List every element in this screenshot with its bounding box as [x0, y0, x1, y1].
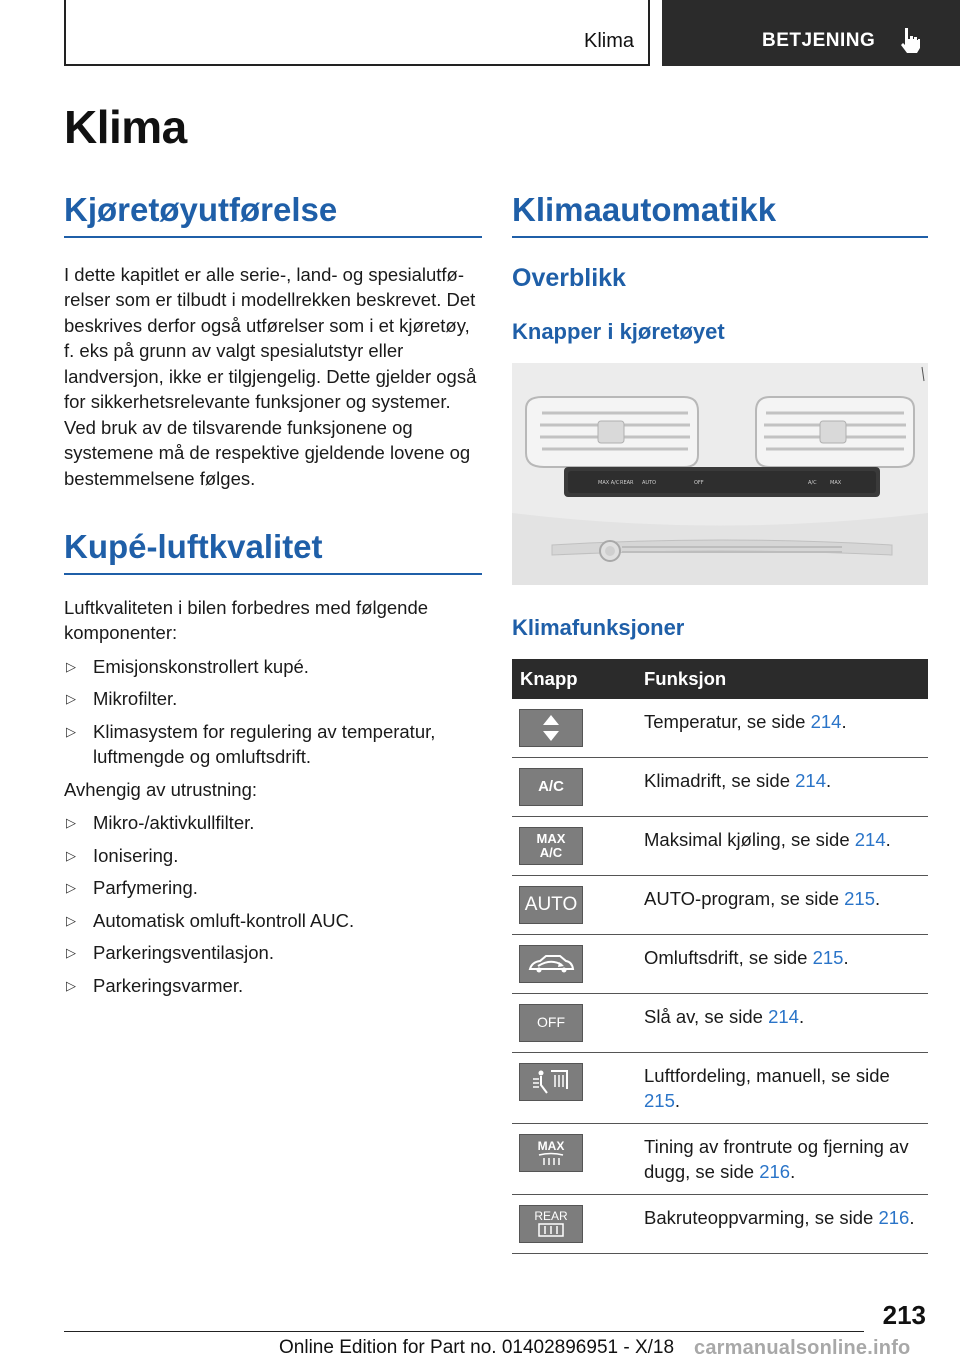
climate-panel-photo: [512, 363, 928, 585]
rear-defrost-icon: REAR: [519, 1205, 583, 1243]
table-row: [512, 816, 928, 875]
triangle-bullet-icon: ▷: [66, 880, 76, 896]
left-column: [64, 190, 482, 1005]
page-reference-link[interactable]: 216: [878, 1206, 910, 1228]
footer-divider: [64, 1331, 864, 1332]
function-description: Slå av, se side 214.: [636, 993, 928, 1052]
table-row: [512, 1123, 928, 1194]
subheading-overview: Overblikk: [512, 263, 626, 292]
page-reference-link[interactable]: 215: [844, 887, 876, 909]
header-chapter-label: BETJENING: [762, 30, 876, 51]
table-row: [512, 875, 928, 934]
function-description: Klimadrift, se side 214.: [636, 757, 928, 816]
triangle-bullet-icon: ▷: [66, 723, 76, 739]
list-item: ▷ Emisjonskonstrollert kupé.: [64, 654, 482, 680]
section-heading-auto-climate: Klimaautomatikk: [512, 190, 928, 238]
cabin-air-intro: Luftkvaliteten i bilen forbedres med følgende komponenter:: [64, 596, 429, 644]
triangle-bullet-icon: ▷: [66, 691, 76, 707]
recirculation-car-icon: [519, 945, 583, 983]
triangle-bullet-icon: ▷: [66, 847, 76, 863]
off-icon: OFF: [519, 1004, 583, 1042]
list-item: ▷ Parkeringsvarmer.: [64, 973, 482, 999]
right-column: [512, 190, 928, 1254]
photo-label-auto: AUTO: [642, 479, 657, 486]
climate-panel-illustration: [512, 363, 928, 585]
table-row: [512, 1194, 928, 1253]
list-item: ▷ Automatisk omluft-kontroll AUC.: [64, 908, 482, 934]
table-row: [512, 699, 928, 758]
watermark: carmanualsonline.info: [694, 1337, 911, 1359]
table-header-row: [512, 659, 928, 699]
equipment-dependent-intro: Avhengig av utrustning:: [64, 778, 258, 800]
function-description: Omluftsdrift, se side 215.: [636, 934, 928, 993]
max-ac-icon: MAX A/C: [519, 827, 583, 865]
page-reference-link[interactable]: 216: [759, 1160, 791, 1182]
section-heading-vehicle-equipment: Kjøretøyutførelse: [64, 190, 482, 238]
max-defrost-icon: MAX: [519, 1134, 583, 1172]
triangle-bullet-icon: ▷: [66, 977, 76, 993]
auto-icon: AUTO: [519, 886, 583, 924]
table-row: [512, 757, 928, 816]
list-item: ▷ Mikro-/aktivkullfilter.: [64, 810, 482, 836]
photo-label-max-ac: MAX A/C: [598, 479, 620, 486]
table-row: [512, 993, 928, 1052]
table-row: [512, 1052, 928, 1123]
function-description: Maksimal kjøling, se side 214.: [636, 816, 928, 875]
component-list: [64, 654, 482, 770]
ac-icon: A/C: [519, 768, 583, 806]
section-heading-cabin-air-quality: Kupé-luftkvalitet: [64, 527, 482, 575]
pointing-hand-icon: [898, 26, 922, 54]
function-description: Luftfordeling, manuell, se side 215.: [636, 1052, 928, 1123]
page-title: Klima: [64, 101, 187, 153]
function-description: AUTO-program, se side 215.: [636, 875, 928, 934]
photo-label-ac: A/C: [808, 479, 817, 486]
table-header-button: Knapp: [512, 659, 636, 699]
optional-component-list: [64, 810, 482, 998]
list-item: ▷ Parkeringsventilasjon.: [64, 940, 482, 966]
edition-text: Online Edition for Part no. 01402896951 - X/18: [279, 1337, 675, 1358]
table-header-function: Funksjon: [636, 659, 928, 699]
page-reference-link[interactable]: 215: [644, 1089, 675, 1111]
list-item: ▷ Ionisering.: [64, 843, 482, 869]
table-row: [512, 934, 928, 993]
page-reference-link[interactable]: 214: [768, 1005, 799, 1027]
function-description: Bakruteoppvarming, se side 216.: [636, 1194, 928, 1253]
header-section-title: Klima: [583, 30, 634, 52]
function-description: Temperatur, se side 214.: [636, 699, 928, 758]
page-reference-link[interactable]: 215: [812, 946, 844, 968]
climate-functions-table: [512, 659, 928, 1254]
triangle-bullet-icon: ▷: [66, 912, 76, 928]
header-chapter-tab[interactable]: [662, 0, 960, 66]
temperature-arrows-icon: [519, 709, 583, 747]
triangle-bullet-icon: ▷: [66, 815, 76, 831]
photo-label-rear: REAR: [620, 479, 634, 486]
subheading-buttons-in-vehicle: Knapper i kjøretøyet: [512, 318, 725, 344]
function-description: Tining av frontrute og fjerning av dugg, se side 216.: [636, 1123, 928, 1194]
subheading-climate-functions: Klimafunksjoner: [512, 614, 685, 640]
photo-label-max: MAX: [830, 479, 842, 486]
triangle-bullet-icon: ▷: [66, 658, 76, 674]
list-item: ▷ Parfymering.: [64, 875, 482, 901]
header-section-box: [64, 0, 650, 66]
page-reference-link[interactable]: 214: [810, 710, 842, 732]
list-item: ▷ Mikrofilter.: [64, 686, 482, 712]
list-item: ▷ Klimasystem for regulering av temperatur, luftmengde og omluftsdrift.: [66, 720, 436, 768]
page-reference-link[interactable]: 214: [795, 769, 827, 791]
vehicle-equipment-paragraph: I dette kapitlet er alle serie-, land- og spesialutførelser som er tilbudt i modellrekken beskrevet. Det beskrives derfor også utførelser som i et kjøretøy, f. eks på grunn av valgt spesialutstyr eller landversjon, ikke er tilgjengelig. Dette gjelder også for sikkerhetsrelevante funksjoner og systemer. Ved bruk av de tilsvarende funksjonene og systemene må de respektive gjeldende lovene og bestemmelsene følges.: [64, 263, 477, 489]
photo-label-off: OFF: [694, 479, 704, 486]
triangle-bullet-icon: ▷: [66, 945, 76, 961]
air-distribution-icon: [519, 1063, 583, 1101]
page-number: 213: [882, 1300, 926, 1330]
page-reference-link[interactable]: 214: [854, 828, 886, 850]
